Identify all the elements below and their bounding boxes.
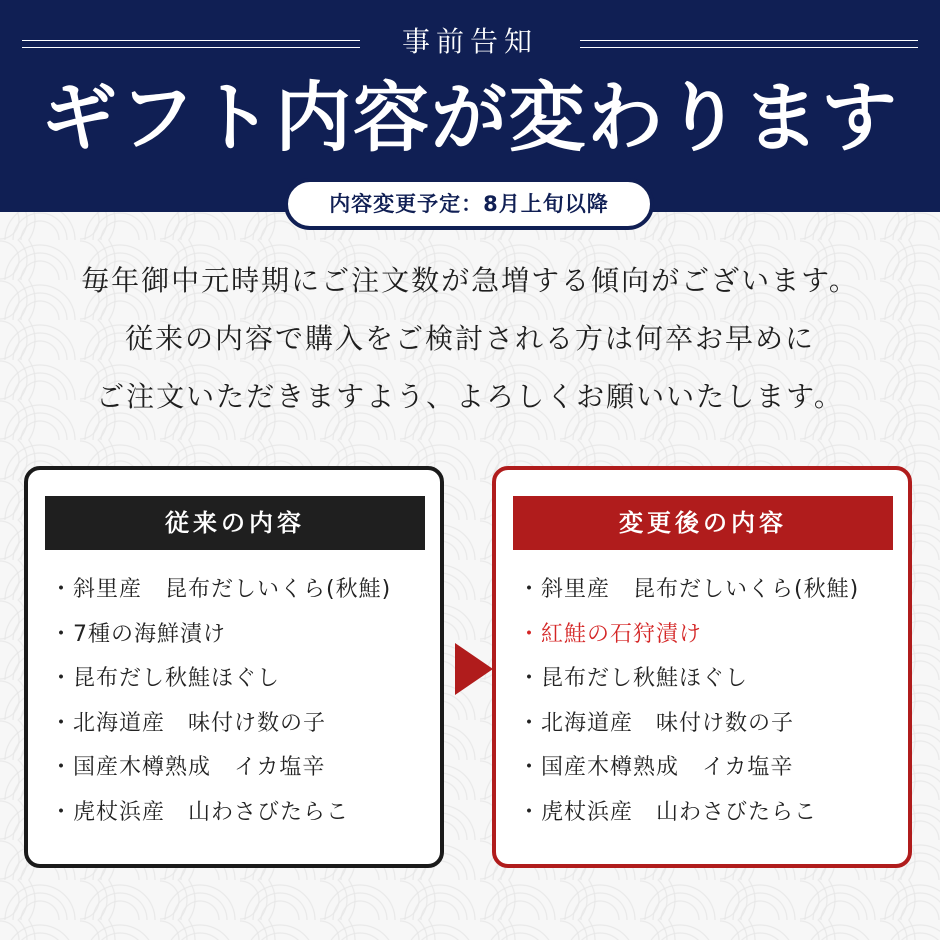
list-item: ・斜里産 昆布だしいくら(秋鮭) (518, 577, 860, 602)
list-item: ・7種の海鮮漬け (50, 621, 226, 647)
notice-line: 従来の内容で購入をご検討される方は何卒お早めに (124, 322, 815, 355)
notice-line: 毎年御中元時期にご注文数が急増する傾向がございます。 (81, 264, 859, 297)
list-item: ・昆布だし秋鮭ほぐし (50, 666, 281, 692)
list-item: ・虎杖浜産 山わさびたらこ (518, 799, 818, 825)
list-item: ・北海道産 味付け数の子 (518, 710, 795, 736)
old-contents-panel (24, 466, 444, 868)
header-rule-right (580, 40, 918, 48)
notice-text (20, 252, 920, 426)
new-contents-panel (492, 466, 912, 868)
headline: ギフト内容が変わります (41, 73, 899, 162)
list-item: ・昆布だし秋鮭ほぐし (518, 666, 749, 692)
new-contents-title: 変更後の内容 (513, 496, 893, 550)
pre-notice-label: 事前告知 (401, 25, 538, 58)
old-contents-list (50, 568, 430, 836)
arrow-right-icon (455, 643, 493, 695)
header-rule-left (22, 40, 360, 48)
schedule-badge: 内容変更予定：8月上旬以降 (284, 178, 654, 230)
list-item: ・北海道産 味付け数の子 (50, 710, 327, 736)
notice-line: ご注文いただきますよう、よろしくお願いいたします。 (96, 380, 844, 413)
list-item: ・国産木樽熟成 イカ塩辛 (518, 755, 794, 781)
list-item: ・国産木樽熟成 イカ塩辛 (50, 755, 326, 781)
list-item-changed: ・紅鮭の石狩漬け (518, 621, 703, 647)
list-item: ・斜里産 昆布だしいくら(秋鮭) (50, 577, 392, 602)
old-contents-title: 従来の内容 (45, 496, 425, 550)
list-item: ・虎杖浜産 山わさびたらこ (50, 799, 350, 825)
new-contents-list (518, 568, 898, 836)
